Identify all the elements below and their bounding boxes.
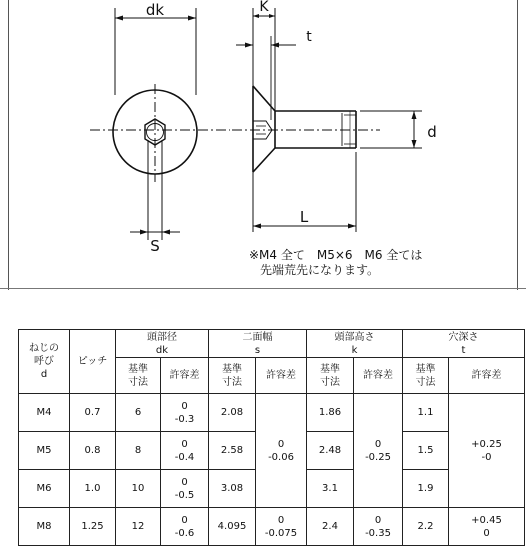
cell-k: 1.86 (307, 394, 354, 432)
cell-dk-tolerance: 0 -0.3 (161, 394, 209, 432)
cell-dk-tolerance: 0 -0.4 (161, 432, 209, 470)
side-view (232, 8, 422, 232)
cell-k: 3.1 (307, 470, 354, 508)
cell-pitch: 1.0 (70, 470, 116, 508)
header-k-basic: 基準 寸法 (307, 358, 354, 394)
cell-pitch: 1.25 (70, 508, 116, 546)
cell-t-tolerance-merged: +0.25 -0 (449, 394, 525, 508)
cell-t: 1.1 (403, 394, 449, 432)
cell-dk: 10 (116, 470, 161, 508)
header-dk: 頭部径 dk (116, 330, 209, 358)
cell-t: 1.5 (403, 432, 449, 470)
header-s: 二面幅 s (209, 330, 307, 358)
cell-t: 1.9 (403, 470, 449, 508)
header-thread-size: ねじの 呼び d (19, 330, 70, 394)
header-dk-basic: 基準 寸法 (116, 358, 161, 394)
label-d: d (427, 123, 437, 141)
cell-s: 3.08 (209, 470, 256, 508)
label-s: S (150, 237, 160, 255)
cell-k-tolerance-merged: 0 -0.25 (354, 394, 403, 508)
cell-s-tolerance-merged: 0 -0.06 (256, 394, 307, 508)
cell-t-tolerance: +0.45 0 (449, 508, 525, 546)
cell-pitch: 0.8 (70, 432, 116, 470)
header-t-basic: 基準 寸法 (403, 358, 449, 394)
cell-d: M4 (19, 394, 70, 432)
cell-d: M8 (19, 508, 70, 546)
cell-dk-tolerance: 0 -0.5 (161, 470, 209, 508)
cell-s: 2.08 (209, 394, 256, 432)
head-view (90, 8, 230, 240)
label-t: t (306, 29, 312, 45)
cell-s-tolerance: 0 -0.075 (256, 508, 307, 546)
cell-k: 2.4 (307, 508, 354, 546)
header-t-tolerance: 許容差 (449, 358, 525, 394)
cell-dk-tolerance: 0 -0.6 (161, 508, 209, 546)
table-row (19, 508, 525, 546)
cell-s: 2.58 (209, 432, 256, 470)
header-k-tolerance: 許容差 (354, 358, 403, 394)
cell-t: 2.2 (403, 508, 449, 546)
header-dk-tolerance: 許容差 (161, 358, 209, 394)
label-dk: dk (145, 1, 165, 19)
section-divider (0, 288, 526, 289)
tip-note-line-1: ※M4 全て M5×6 M6 全ては (249, 248, 423, 262)
cell-s: 4.095 (209, 508, 256, 546)
tip-note-line-2: 先端荒先になります。 (260, 263, 380, 277)
cell-dk: 6 (116, 394, 161, 432)
label-k: K (259, 0, 269, 15)
cell-dk: 8 (116, 432, 161, 470)
header-k: 頭部高さ k (307, 330, 403, 358)
cell-d: M6 (19, 470, 70, 508)
cell-k: 2.48 (307, 432, 354, 470)
header-pitch: ピッチ (70, 330, 116, 394)
spec-table (18, 329, 525, 546)
header-s-basic: 基準 寸法 (209, 358, 256, 394)
header-s-tolerance: 許容差 (256, 358, 307, 394)
tip-note (249, 248, 422, 278)
table-row (19, 394, 525, 432)
cell-dk: 12 (116, 508, 161, 546)
header-t: 穴深さ t (403, 330, 525, 358)
cell-k-tolerance: 0 -0.35 (354, 508, 403, 546)
cell-d: M5 (19, 432, 70, 470)
cell-pitch: 0.7 (70, 394, 116, 432)
header-row-1 (19, 330, 525, 358)
label-l: L (299, 208, 309, 226)
